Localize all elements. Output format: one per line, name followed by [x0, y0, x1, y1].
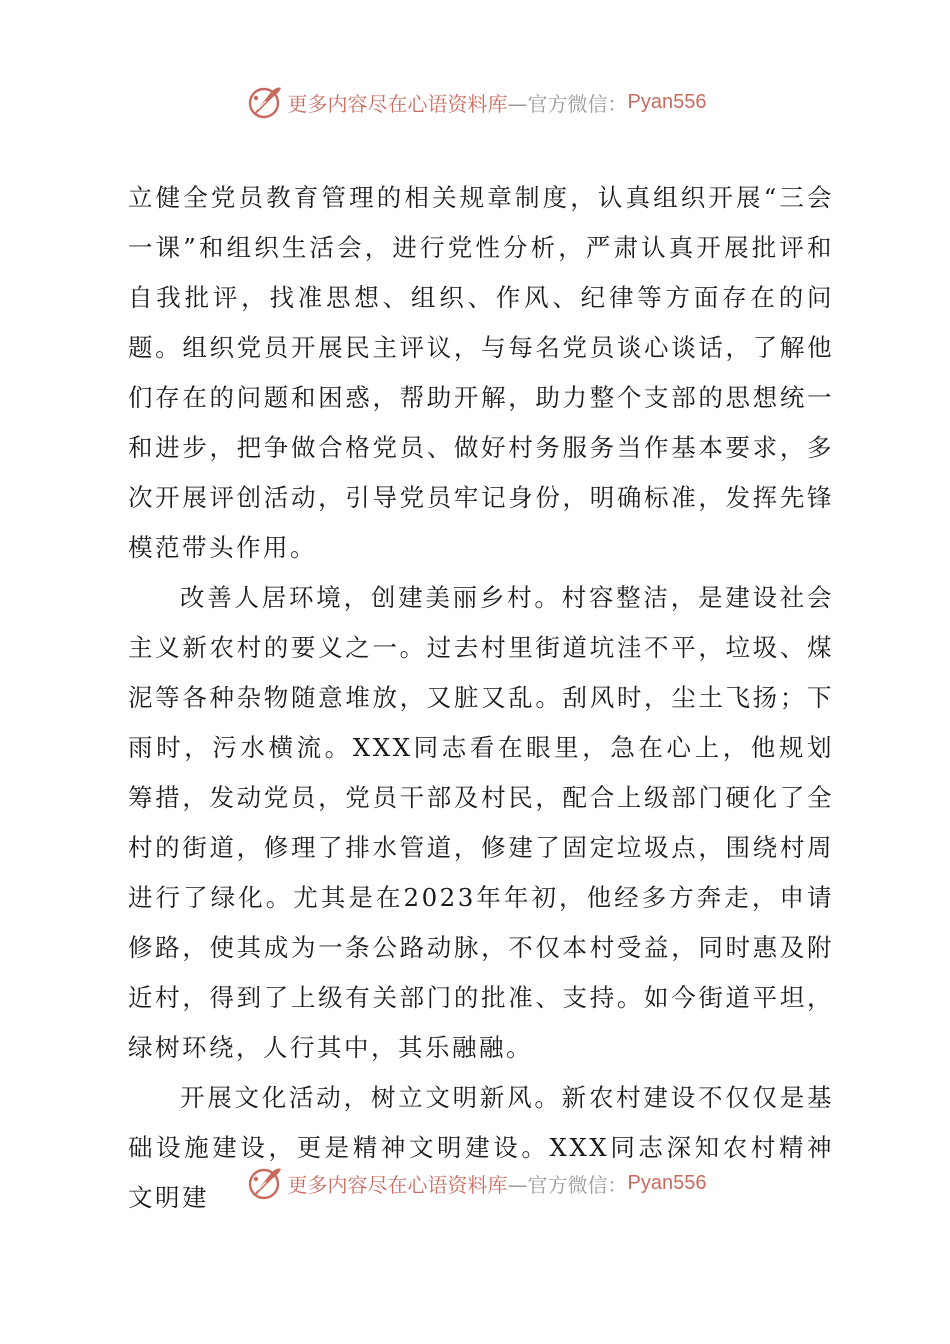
quill-seal-icon [244, 1163, 284, 1203]
footer-watermark-banner [0, 1161, 950, 1205]
quill-seal-icon [244, 82, 284, 122]
paragraph-cultural-activities: 开展文化活动，树立文明新风。新农村建设不仅仅是基础设施建设，更是精神文明建设。XXX同志深知农村精神文明建 [128, 1083, 834, 1212]
paragraph-party-education: 立健全党员教育管理的相关规章制度，认真组织开展“三会一课”和组织生活会，进行党性分析，严肃认真开展批评和自我批评，找准思想、组织、作风、纪律等方面存在的问题。组织党员开展民主评议，与每名党员谈心谈话，了解他们存在的问题和困惑，帮助开解，助力整个支部的思想统一和进步，把争做合格党员、做好村务服务当作基本要求，多次开展评创活动，引导党员牢记身份，明确标准，发挥先锋模范带头作用。 [128, 183, 834, 562]
watermark-wechat-id: Pyan556 [627, 1171, 707, 1194]
watermark-text-dash: —官方微信： [507, 1172, 628, 1197]
document-body [128, 173, 834, 1223]
watermark-text-dash: —官方微信： [507, 91, 628, 116]
watermark-text-main: 更多内容尽在心语资料库 [287, 1172, 508, 1197]
header-watermark-banner [0, 80, 950, 124]
watermark-wechat-id: Pyan556 [627, 90, 707, 113]
watermark-text-main: 更多内容尽在心语资料库 [287, 91, 508, 116]
paragraph-living-environment: 改善人居环境，创建美丽乡村。村容整洁，是建设社会主义新农村的要义之一。过去村里街道坑洼不平，垃圾、煤泥等各种杂物随意堆放，又脏又乱。刮风时，尘土飞扬；下雨时，污水横流。XXX同志看在眼里，急在心上，他规划筹措，发动党员，党员干部及村民，配合上级部门硬化了全村的街道，修理了排水管道，修建了固定垃圾点，围绕村周进行了绿化。尤其是在2023年年初，他经多方奔走，申请修路，使其成为一条公路动脉，不仅本村受益，同时惠及附近村，得到了上级有关部门的批准、支持。如今街道平坦，绿树环绕，人行其中，其乐融融。 [128, 583, 834, 1062]
